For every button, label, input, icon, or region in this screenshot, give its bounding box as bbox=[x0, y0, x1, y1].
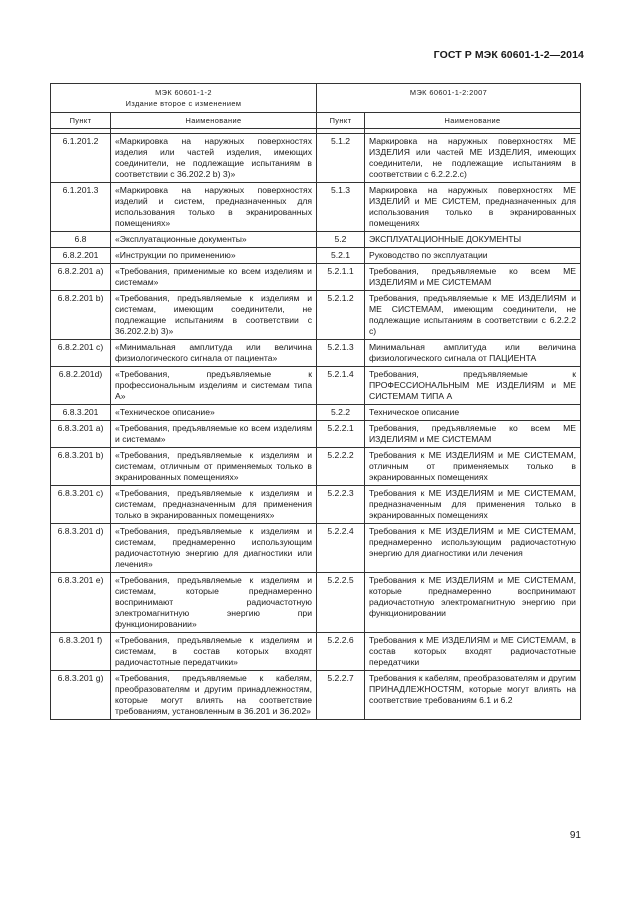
right-name-cell: Требования к МЕ ИЗДЕЛИЯМ и МЕ СИСТЕМАМ, которые преднамеренно воспринимают радиочастотную электромагнитную энергию при функционировании bbox=[365, 573, 581, 633]
document-header: ГОСТ Р МЭК 60601-1-2—2014 bbox=[433, 49, 584, 61]
left-point-cell: 6.8.2.201 bbox=[51, 248, 111, 264]
left-point-cell: 6.8.2.201 c) bbox=[51, 340, 111, 367]
table-row bbox=[51, 421, 581, 448]
left-name-cell: «Эксплуатационные документы» bbox=[111, 232, 317, 248]
right-point-cell: 5.2.2.7 bbox=[317, 671, 365, 720]
left-name-cell: «Требования, предъявляемые к изделиям и системам, в состав которых входят радиочастотные передатчики» bbox=[111, 633, 317, 671]
table-row bbox=[51, 486, 581, 524]
left-name-cell: «Требования, предъявляемые к профессиональным изделиям и системам типа А» bbox=[111, 367, 317, 405]
table-row bbox=[51, 367, 581, 405]
left-point-cell: 6.8.3.201 b) bbox=[51, 448, 111, 486]
left-name-cell: «Техническое описание» bbox=[111, 405, 317, 421]
right-point-cell: 5.1.2 bbox=[317, 134, 365, 183]
left-point-cell: 6.8.2.201 a) bbox=[51, 264, 111, 291]
left-name-cell: «Требования, предъявляемые к изделиям и системам, предназначенным для применения только в экранированных помещениях» bbox=[111, 486, 317, 524]
left-name-cell: «Требования, применимые ко всем изделиям и системам» bbox=[111, 264, 317, 291]
right-point-cell: 5.2.1.1 bbox=[317, 264, 365, 291]
left-name-cell: «Маркировка на наружных поверхностях изделий и систем, предназначенных для использования только в экранированных помещениях» bbox=[111, 183, 317, 232]
right-name-cell: Требования, предъявляемые к МЕ ИЗДЕЛИЯМ и МЕ СИСТЕМАМ, имеющим соединители, не подлежащие испытаниям в соответствии с 6.2.2.2 c) bbox=[365, 291, 581, 340]
left-point-cell: 6.8.2.201d) bbox=[51, 367, 111, 405]
table-row bbox=[51, 671, 581, 720]
left-name-cell: «Требования, предъявляемые к изделиям и системам, преднамеренно использующим радиочастотную энергию для диагностики или лечения» bbox=[111, 524, 317, 573]
right-name-cell: Маркировка на наружных поверхностях МЕ ИЗДЕЛИЯ или частей МЕ ИЗДЕЛИЯ, имеющих соединители, не подлежащие испытаниям в соответствии с 6.2.2.2.c) bbox=[365, 134, 581, 183]
left-name-cell: «Требования, предъявляемые к кабелям, преобразователям и другим принадлежностям, которые могут влиять на соответствие требованиям, установленным в 36.201 и 36.202» bbox=[111, 671, 317, 720]
column-point-left: Пункт bbox=[51, 113, 111, 129]
right-point-cell: 5.2.2.6 bbox=[317, 633, 365, 671]
left-name-cell: «Минимальная амплитуда или величина физиологического сигнала от пациента» bbox=[111, 340, 317, 367]
right-point-cell: 5.2.1.2 bbox=[317, 291, 365, 340]
left-point-cell: 6.8.3.201 d) bbox=[51, 524, 111, 573]
left-standard-name: МЭК 60601-1-2 bbox=[155, 88, 212, 97]
correspondence-table bbox=[50, 83, 581, 720]
left-point-cell: 6.8.2.201 b) bbox=[51, 291, 111, 340]
left-name-cell: «Требования, предъявляемые ко всем изделиям и системам» bbox=[111, 421, 317, 448]
right-name-cell: Минимальная амплитуда или величина физиологического сигнала от ПАЦИЕНТА bbox=[365, 340, 581, 367]
table-row bbox=[51, 524, 581, 573]
column-point-right: Пункт bbox=[317, 113, 365, 129]
right-name-cell: Требования к МЕ ИЗДЕЛИЯМ и МЕ СИСТЕМАМ, в состав которых входят радиочастотные передатчики bbox=[365, 633, 581, 671]
table-row bbox=[51, 448, 581, 486]
table-row bbox=[51, 573, 581, 633]
right-name-cell: Требования к МЕ ИЗДЕЛИЯМ и МЕ СИСТЕМАМ, отличным от применяемых только в экранированных помещениях bbox=[365, 448, 581, 486]
left-name-cell: «Требования, предъявляемые к изделиям и системам, которые преднамеренно воспринимают радиочастотную электромагнитную энергию при функционировании» bbox=[111, 573, 317, 633]
table-row bbox=[51, 340, 581, 367]
table-row bbox=[51, 134, 581, 183]
table-row bbox=[51, 264, 581, 291]
right-point-cell: 5.2 bbox=[317, 232, 365, 248]
left-point-cell: 6.8.3.201 bbox=[51, 405, 111, 421]
left-name-cell: «Маркировка на наружных поверхностях изделия или частей изделия, имеющих соединители, не подлежащие испытаниям в соответствии с 36.202.2 b) 3)» bbox=[111, 134, 317, 183]
table-row bbox=[51, 248, 581, 264]
right-name-cell: Требования к кабелям, преобразователям и другим ПРИНАДЛЕЖНОСТЯМ, которые могут влиять на соответствие требованиям 6.1 и 6.2 bbox=[365, 671, 581, 720]
left-standard-edition: Издание второе с изменением bbox=[125, 99, 242, 108]
right-point-cell: 5.2.1.4 bbox=[317, 367, 365, 405]
right-point-cell: 5.2.1.3 bbox=[317, 340, 365, 367]
left-point-cell: 6.8.3.201 f) bbox=[51, 633, 111, 671]
right-name-cell: Требования к МЕ ИЗДЕЛИЯМ и МЕ СИСТЕМАМ, преднамеренно использующим радиочастотную энергию для диагностики или лечения bbox=[365, 524, 581, 573]
right-name-cell: Маркировка на наружных поверхностях МЕ ИЗДЕЛИЙ и МЕ СИСТЕМ, предназначенных для использования только в экранированных помещениях bbox=[365, 183, 581, 232]
right-name-cell: Требования к МЕ ИЗДЕЛИЯМ и МЕ СИСТЕМАМ, предназначенным для применения только в экранированных помещениях bbox=[365, 486, 581, 524]
column-name-left: Наименование bbox=[111, 113, 317, 129]
left-point-cell: 6.8.3.201 a) bbox=[51, 421, 111, 448]
table-body bbox=[51, 134, 581, 720]
left-name-cell: «Требования, предъявляемые к изделиям и системам, отличным от применяемых только в экранированных помещениях» bbox=[111, 448, 317, 486]
right-point-cell: 5.2.2.2 bbox=[317, 448, 365, 486]
table-row bbox=[51, 183, 581, 232]
right-point-cell: 5.2.2 bbox=[317, 405, 365, 421]
left-point-cell: 6.1.201.2 bbox=[51, 134, 111, 183]
right-point-cell: 5.2.2.1 bbox=[317, 421, 365, 448]
right-point-cell: 5.2.2.3 bbox=[317, 486, 365, 524]
left-point-cell: 6.8.3.201 e) bbox=[51, 573, 111, 633]
table-row bbox=[51, 405, 581, 421]
page-number: 91 bbox=[569, 830, 581, 841]
right-name-cell: Требования, предъявляемые ко всем МЕ ИЗДЕЛИЯМ и МЕ СИСТЕМАМ bbox=[365, 421, 581, 448]
right-point-cell: 5.1.3 bbox=[317, 183, 365, 232]
left-point-cell: 6.1.201.3 bbox=[51, 183, 111, 232]
left-point-cell: 6.8.3.201 g) bbox=[51, 671, 111, 720]
right-name-cell: Требования, предъявляемые к ПРОФЕССИОНАЛЬНЫМ МЕ ИЗДЕЛИЯМ и МЕ СИСТЕМАМ ТИПА А bbox=[365, 367, 581, 405]
left-point-cell: 6.8 bbox=[51, 232, 111, 248]
table-row bbox=[51, 633, 581, 671]
left-name-cell: «Инструкции по применению» bbox=[111, 248, 317, 264]
left-point-cell: 6.8.3.201 c) bbox=[51, 486, 111, 524]
right-point-cell: 5.2.2.5 bbox=[317, 573, 365, 633]
right-name-cell: Руководство по эксплуатации bbox=[365, 248, 581, 264]
right-name-cell: Техническое описание bbox=[365, 405, 581, 421]
right-point-cell: 5.2.1 bbox=[317, 248, 365, 264]
left-standard-header bbox=[51, 84, 317, 113]
left-name-cell: «Требования, предъявляемые к изделиям и системам, имеющим соединители, не подлежащие испытаниям в соответствии с 36.202.2.b) 3)» bbox=[111, 291, 317, 340]
right-point-cell: 5.2.2.4 bbox=[317, 524, 365, 573]
table-row bbox=[51, 291, 581, 340]
right-name-cell: ЭКСПЛУАТАЦИОННЫЕ ДОКУМЕНТЫ bbox=[365, 232, 581, 248]
right-standard-header bbox=[317, 84, 581, 113]
right-standard-name: МЭК 60601-1-2:2007 bbox=[409, 88, 488, 97]
table-row bbox=[51, 232, 581, 248]
column-name-right: Наименование bbox=[365, 113, 581, 129]
right-name-cell: Требования, предъявляемые ко всем МЕ ИЗДЕЛИЯМ и МЕ СИСТЕМАМ bbox=[365, 264, 581, 291]
